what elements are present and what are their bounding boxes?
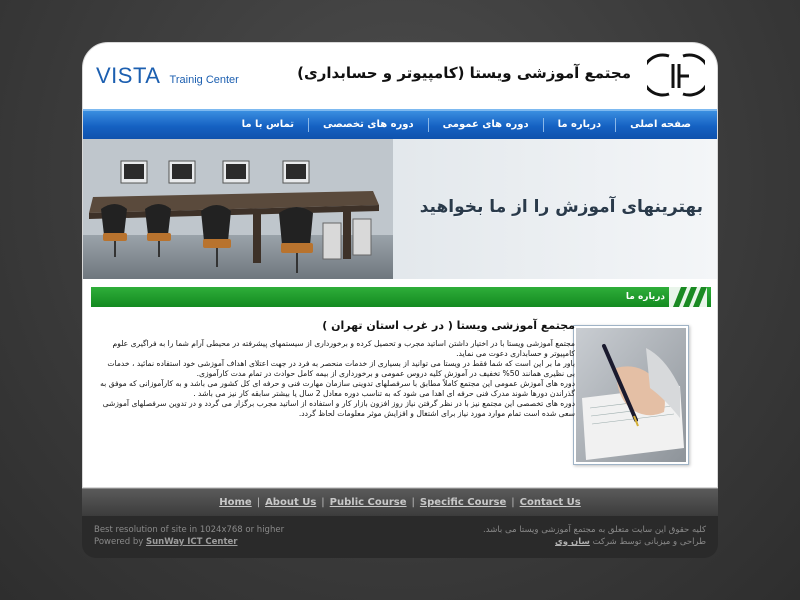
nav-public-courses[interactable]: دوره های عمومی (428, 118, 543, 132)
nav-specific-courses[interactable]: دوره های تخصصی (308, 118, 428, 132)
copyright-text: کلیه حقوق این سایت متعلق به مجتمع آموزشی ویستا می باشد. (483, 525, 706, 535)
nav-about[interactable]: درباره ما (543, 118, 616, 132)
section-header (91, 287, 711, 307)
section-title: درباره ما (625, 292, 665, 302)
footer-link-home[interactable]: Home (219, 497, 252, 508)
design-by-link[interactable]: سان وی (555, 537, 590, 547)
footer-bottom (82, 516, 718, 558)
logo-main-text: VISTA (96, 63, 161, 88)
paragraph: دوره های تخصصی این مجتمع نیز با در نظر گرفتن نیاز روز افزون بازار کار و استفاده از اساتید مجرب برگزار می گردد و در تدوین سرفصلهای آموزشی سعی شده است تمام موارد مورد نیاز برای اشتغال و افزایش موثر معلومات لحاظ گردد. (102, 399, 575, 418)
main-nav (83, 109, 718, 139)
paragraph: دوره های آموزش عمومی این مجتمع کاملاً مطابق با سرفصلهای تدوینی سازمان مهارت فنی و حرفه ای کل کشور می باشد و به کارآموزانی که موفق به گذراندن دورها شوند مدرک فنی حرفه ای اهدا می شود که به تناسب دوره معادل 2 سال یا بیشتر سابقه کار نیز می باشد . (100, 379, 575, 398)
footer-nav: Home | About Us | Public Course | Specific Course | Contact Us (82, 488, 718, 516)
hero-banner (83, 139, 718, 279)
content-card (82, 42, 718, 488)
content-heading: مجتمع آموزشی ویستا ( در غرب استان تهران ) (322, 319, 575, 332)
nav-home[interactable]: صفحه اصلی (615, 118, 705, 132)
footer-link-about[interactable]: About Us (265, 497, 317, 508)
resolution-note: Best resolution of site in 1024x768 or higher (94, 525, 285, 535)
footer-link-contact[interactable]: Contact Us (519, 497, 581, 508)
page-container (82, 42, 718, 558)
footer-credits-fa (483, 524, 706, 548)
vista-monogram-icon (647, 52, 705, 98)
stripes-icon (669, 287, 707, 307)
design-by-label: طراحی و میزبانی توسط شرکت (592, 537, 706, 547)
nav-contact[interactable]: تماس با ما (241, 119, 295, 130)
logo-english[interactable] (96, 63, 239, 89)
paragraph: مجتمع آموزشی ویستا با در اختیار داشتن اساتید مجرب و تحصیل کرده و برخورداری از سیستمهای پیشرفته در محیطی آرام شما را به فراگیری علوم کامپیوتر و حسابداری دعوت می نماید. (112, 339, 575, 358)
site-title: مجتمع آموزشی ویستا (کامپیوتر و حسابداری) (297, 64, 631, 82)
writing-hand-image (576, 328, 686, 462)
banner-slogan: بهترینهای آموزش را از ما بخواهید (419, 197, 703, 217)
footer-credits-en (94, 524, 284, 548)
paragraph: باور ما بر این است که شما فقط در ویستا می توانید از بسیاری از خدمات منحصر به فرد در جهت اعتلای اهداف آموزشی خود استفاده نمائید ، خدمات بی نظیری همانند 50% تخفیف در آموزش کلیه دروس عمومی و برخورداری از بیمه کامل حوادث در تمام مدت کارآموزی. (107, 359, 575, 378)
footer-link-specific-course[interactable]: Specific Course (419, 497, 507, 508)
logo-sub-text: Trainig Center (169, 74, 239, 86)
about-content (99, 319, 575, 485)
content-photo (573, 325, 689, 465)
powered-by-label: Powered by (94, 537, 144, 547)
powered-by-link[interactable]: SunWay ICT Center (145, 537, 238, 547)
site-header (83, 43, 718, 109)
footer-link-public-course[interactable]: Public Course (329, 497, 407, 508)
